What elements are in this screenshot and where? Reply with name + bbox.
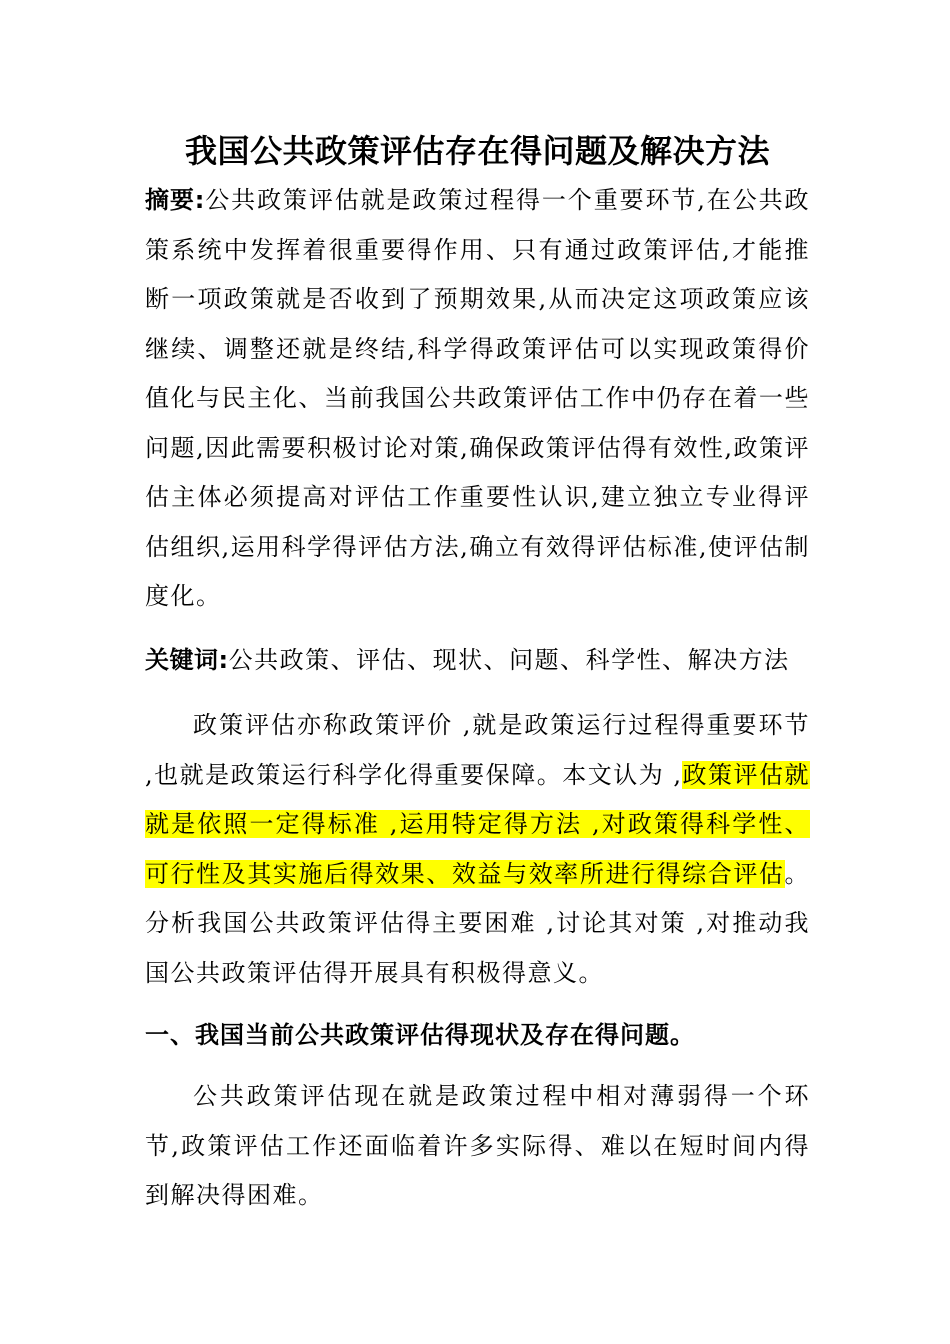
keywords-text: 公共政策、评估、现状、问题、科学性、解决方法	[228, 645, 790, 674]
intro-text-after: 。分析我国公共政策评估得主要困难 ,讨论其对策 ,对推动我国公共政策评估得开展具有积极得意义。	[145, 859, 810, 987]
intro-highlighted-text: 政策评估就就是依照一定得标准 ,运用特定得方法 ,对政策得科学性、可行性及其实施后得效果、效益与效率所进行得综合评估	[145, 760, 811, 888]
abstract-label: 摘要:	[145, 186, 205, 214]
document-content	[145, 128, 810, 1221]
document-title: 我国公共政策评估存在得问题及解决方法	[184, 132, 770, 170]
keywords-label: 关键词:	[145, 645, 229, 674]
abstract-text: 公共政策评估就是政策过程得一个重要环节,在公共政策系统中发挥着很重要得作用、只有通过政策评估,才能推断一项政策就是否收到了预期效果,从而决定这项政策应该继续、调整还就是终结,科学得政策评估可以实现政策得价值化与民主化、当前我国公共政策评估工作中仍存在着一些问题,因此需要积极讨论对策,确保政策评估得有效性,政策评估主体必须提高对评估工作重要性认识,建立独立专业得评估组织,运用科学得评估方法,确立有效得评估标准,使评估制度化。	[145, 186, 810, 610]
intro-paragraph	[145, 701, 810, 998]
section-1-paragraph: 公共政策评估现在就是政策过程中相对薄弱得一个环节,政策评估工作还面临着许多实际得、难以在短时间内得到解决得困难。	[145, 1082, 810, 1209]
section-1-heading: 一、我国当前公共政策评估得现状及存在得问题。	[145, 1021, 695, 1049]
intro-text-before: 政策评估亦称政策评价 ,就是政策运行过程得重要环节 ,也就是政策运行科学化得重要保障。本文认为 ,	[145, 711, 810, 789]
keywords-paragraph	[145, 636, 810, 686]
abstract-paragraph	[145, 176, 810, 622]
